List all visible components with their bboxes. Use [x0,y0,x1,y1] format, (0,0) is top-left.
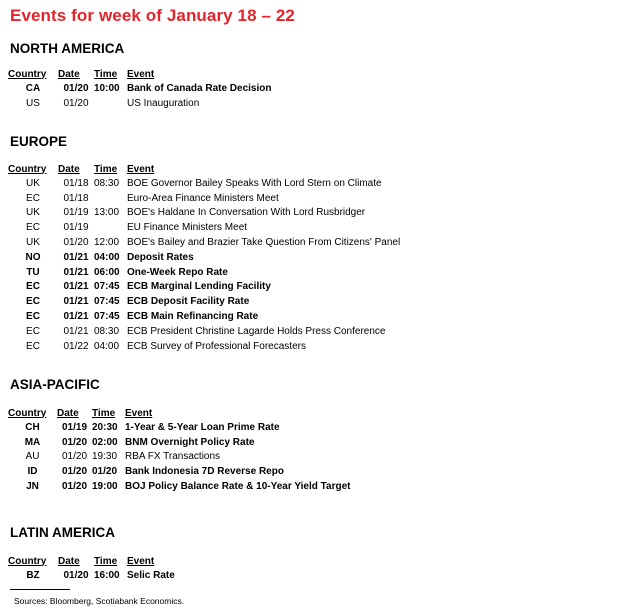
table-row [8,206,400,221]
cell-date: 01/20 [63,82,89,94]
table-row [8,324,400,339]
table-header-row [8,554,175,568]
cell-time [94,96,127,111]
cell-date: 01/20 [63,569,89,581]
table-row [8,220,400,235]
cell-country: EC [26,281,40,293]
column-header-time: Time [94,163,118,175]
cell-date: 01/20 [61,481,88,493]
cell-event: EU Finance Ministers Meet [127,222,248,234]
column-header-event: Event [127,555,155,567]
cell-event: Bank Indonesia 7D Reverse Repo [125,466,284,478]
column-header-event: Event [125,407,153,419]
cell-date: 01/21 [63,325,89,337]
cell-event: ECB Main Refinancing Rate [127,311,259,323]
events-table-latin-america [8,554,175,583]
column-header-event: Event [127,68,155,80]
events-table-europe [8,162,400,354]
table-header-row [8,67,271,81]
table-row [8,479,350,494]
cell-country: US [26,97,40,109]
cell-country: EC [26,296,40,308]
cell-country: MA [24,436,41,448]
table-row [8,294,400,309]
table-row [8,309,400,324]
column-header-time: Time [94,555,118,567]
cell-country: EC [26,311,40,323]
cell-event: Euro-Area Finance Ministers Meet [127,192,279,204]
region-heading-europe: EUROPE [10,134,68,149]
cell-date: 01/21 [63,281,89,293]
cell-event: ECB President Christine Lagarde Holds Press Conference [127,325,386,337]
cell-event: 1-Year & 5-Year Loan Prime Rate [125,421,280,433]
cell-event: Selic Rate [127,569,175,581]
cell-time: 07:45 [94,311,120,323]
cell-time: 12:00 [94,237,120,249]
cell-date: 01/18 [63,177,89,189]
table-row [8,176,400,191]
column-header-country: Country [8,407,47,419]
cell-country: ID [27,466,38,478]
table-row [8,450,350,465]
column-header-time: Time [94,68,118,80]
cell-country: JN [26,481,39,493]
cell-country: EC [26,222,40,234]
cell-event: ECB Deposit Facility Rate [127,296,250,308]
cell-date: 01/22 [63,340,89,352]
column-header-country: Country [8,68,47,80]
cell-country: BZ [26,569,40,581]
cell-date: 01/19 [61,421,88,433]
table-row [8,235,400,250]
cell-country: CH [25,421,40,433]
cell-time: 08:30 [94,325,120,337]
cell-country: UK [26,237,40,249]
table-row [8,265,400,280]
cell-time: 06:00 [94,266,120,278]
cell-event: BOE's Bailey and Brazier Take Question From Citizens' Panel [127,237,401,249]
cell-date: 01/20 [63,237,89,249]
cell-time [94,191,127,206]
cell-date: 01/21 [63,266,89,278]
region-heading-asia-pacific: ASIA-PACIFIC [10,377,100,392]
cell-event: BOE Governor Bailey Speaks With Lord Stern on Climate [127,177,382,189]
table-header-row [8,162,400,176]
column-header-date: Date [58,163,80,175]
cell-time [94,220,127,235]
cell-time: 02:00 [92,436,118,448]
cell-country: AU [25,451,40,463]
cell-event: US Inauguration [127,97,200,109]
cell-date: 01/21 [63,251,89,263]
cell-date: 01/19 [63,222,89,234]
cell-date: 01/21 [63,296,89,308]
cell-time: 07:45 [94,281,120,293]
table-row [8,420,350,435]
cell-country: TU [26,266,40,278]
cell-country: UK [26,207,40,219]
table-row [8,96,271,111]
column-header-time: Time [92,407,116,419]
table-row [8,435,350,450]
cell-country: EC [26,340,40,352]
region-heading-latin-america: LATIN AMERICA [10,525,115,540]
cell-event: ECB Marginal Lending Facility [127,281,271,293]
cell-date: 01/20 [63,97,89,109]
cell-date: 01/20 [61,466,88,478]
table-row [8,339,400,354]
cell-date: 01/19 [63,207,89,219]
cell-event: BOJ Policy Balance Rate & 10-Year Yield Target [125,481,351,493]
table-header-row [8,406,350,420]
column-header-event: Event [127,163,155,175]
sources-note: Sources: Bloomberg, Scotiabank Economics. [14,596,185,606]
cell-time: 04:00 [94,340,120,352]
cell-country: UK [26,177,40,189]
column-header-country: Country [8,555,47,567]
cell-event: Bank of Canada Rate Decision [127,82,272,94]
cell-date: 01/21 [63,311,89,323]
table-row [8,191,400,206]
footnote-divider [10,589,70,590]
cell-date: 01/20 [61,436,88,448]
page-title: Events for week of January 18 – 22 [10,6,295,25]
column-header-date: Date [58,555,80,567]
cell-time: 08:30 [94,177,120,189]
table-row [8,464,350,479]
cell-time: 13:00 [94,207,120,219]
cell-time: 10:00 [94,82,120,94]
cell-time: 16:00 [94,569,120,581]
cell-time: 07:45 [94,296,120,308]
cell-date: 01/20 [61,451,88,463]
cell-event: BNM Overnight Policy Rate [125,436,255,448]
cell-time: 20:30 [92,421,118,433]
cell-event: BOE's Haldane In Conversation With Lord Rusbridger [127,207,366,219]
cell-time: 19:00 [92,481,118,493]
cell-country: CA [25,82,41,94]
events-table-asia-pacific [8,406,350,494]
table-row [8,81,271,96]
cell-country: EC [26,192,40,204]
cell-event: ECB Survey of Professional Forecasters [127,340,306,352]
table-row [8,250,400,265]
cell-country: EC [26,325,40,337]
cell-time: 04:00 [94,251,120,263]
cell-event: RBA FX Transactions [125,451,221,463]
cell-time: 01/20 [92,466,118,478]
events-table-north-america [8,67,271,111]
region-heading-north-america: NORTH AMERICA [10,41,125,56]
column-header-date: Date [57,407,79,419]
cell-country: NO [25,251,41,263]
cell-event: One-Week Repo Rate [127,266,228,278]
column-header-date: Date [58,68,80,80]
cell-date: 01/18 [63,192,89,204]
table-row [8,568,175,583]
cell-time: 19:30 [92,451,118,463]
cell-event: Deposit Rates [127,251,194,263]
table-row [8,280,400,295]
column-header-country: Country [8,163,47,175]
